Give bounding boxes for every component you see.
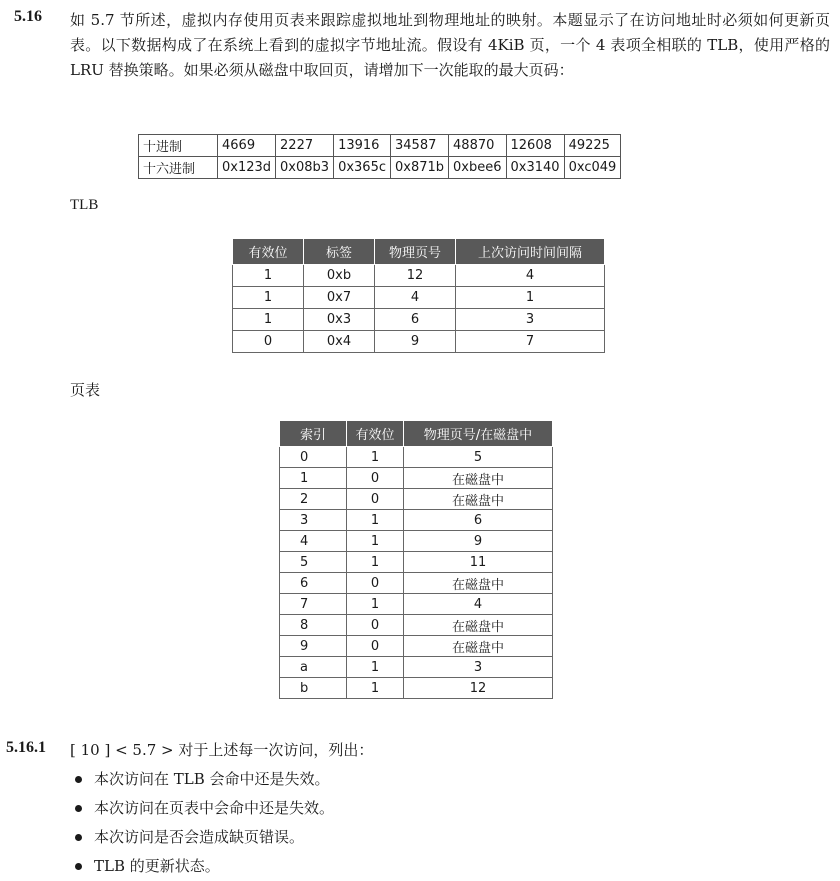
address-cell: 49225 — [564, 135, 621, 157]
page-table-row — [280, 489, 553, 510]
bullet-item — [70, 765, 334, 794]
page-table-cell: 1 — [347, 447, 404, 468]
address-row-decimal — [139, 135, 621, 157]
page-table-row — [280, 594, 553, 615]
bullet-dot-icon — [75, 863, 82, 870]
page-table-cell: 在磁盘中 — [404, 636, 553, 657]
page-table-cell: 11 — [404, 552, 553, 573]
bullet-item — [70, 794, 334, 823]
page-table-cell: 1 — [347, 678, 404, 699]
page-table-cell: 3 — [280, 510, 347, 531]
tlb-cell: 0 — [233, 331, 304, 353]
page-table-row — [280, 468, 553, 489]
address-cell: 4669 — [218, 135, 276, 157]
page-table-cell: 在磁盘中 — [404, 615, 553, 636]
page-table-cell: 8 — [280, 615, 347, 636]
tlb-cell: 1 — [233, 309, 304, 331]
address-cell: 0x3140 — [506, 157, 564, 179]
page-table-cell: 1 — [347, 552, 404, 573]
page-table-cell: 5 — [280, 552, 347, 573]
page-table-row — [280, 510, 553, 531]
page-table-cell: b — [280, 678, 347, 699]
address-cell: 34587 — [391, 135, 449, 157]
page-table-header-valid: 有效位 — [347, 421, 404, 447]
page-table-cell: 5 — [404, 447, 553, 468]
tlb-header-valid: 有效位 — [233, 239, 304, 265]
address-cell: 2227 — [276, 135, 334, 157]
page-table-row — [280, 552, 553, 573]
page-table-cell: 1 — [347, 510, 404, 531]
page-table-cell: 0 — [280, 447, 347, 468]
page-table-cell: 0 — [347, 573, 404, 594]
bullet-dot-icon — [75, 805, 82, 812]
tlb-row — [233, 265, 605, 287]
tlb-cell: 12 — [375, 265, 456, 287]
page-table-cell: 在磁盘中 — [404, 573, 553, 594]
tlb-row — [233, 331, 605, 353]
tlb-row — [233, 309, 605, 331]
problem-text: 如 5.7 节所述，虚拟内存使用页表来跟踪虚拟地址到物理地址的映射。本题显示了在访问地址时必须如何更新页表。以下数据构成了在系统上看到的虚拟字节地址流。假设有 4KiB 页，一个 4 表项全相联的 TLB，使用严格的 LRU 替换策略。如果必须从磁盘中取回页，请增加下一次能取的最大页码： — [70, 11, 830, 79]
page-table-row — [280, 447, 553, 468]
bullet-dot-icon — [75, 776, 82, 783]
page-table-cell: 1 — [347, 594, 404, 615]
hex-row-label: 十六进制 — [139, 157, 218, 179]
page-table-cell: 0 — [347, 468, 404, 489]
page-table-label: 页表 — [70, 383, 101, 399]
address-cell: 0x08b3 — [276, 157, 334, 179]
problem-number: 5.16 — [14, 8, 42, 25]
tlb-header-row — [233, 239, 605, 265]
page-table-row — [280, 531, 553, 552]
bullet-item — [70, 852, 334, 881]
tlb-cell: 0x7 — [304, 287, 375, 309]
page-table-cell: a — [280, 657, 347, 678]
page-table-cell: 1 — [347, 531, 404, 552]
address-cell: 0xc049 — [564, 157, 621, 179]
bullet-item — [70, 823, 334, 852]
tlb-cell: 4 — [375, 287, 456, 309]
bullet-dot-icon — [75, 834, 82, 841]
tlb-cell: 6 — [375, 309, 456, 331]
subquestion-number: 5.16.1 — [6, 739, 46, 756]
subquestion-text: [ 10 ] < 5.7 > 对于上述每一次访问，列出： — [70, 741, 374, 759]
page-table-row — [280, 636, 553, 657]
bullet-text: 本次访问是否会造成缺页错误。 — [94, 828, 305, 846]
address-row-hex — [139, 157, 621, 179]
tlb-header-tag: 标签 — [304, 239, 375, 265]
tlb-cell: 0x3 — [304, 309, 375, 331]
tlb-cell: 9 — [375, 331, 456, 353]
page-table-cell: 1 — [347, 657, 404, 678]
tlb-header-ppn: 物理页号 — [375, 239, 456, 265]
tlb-cell: 0x4 — [304, 331, 375, 353]
page-table-cell: 6 — [280, 573, 347, 594]
page-table-cell: 1 — [280, 468, 347, 489]
address-cell: 0xbee6 — [449, 157, 506, 179]
page-table-cell: 0 — [347, 489, 404, 510]
tlb-row — [233, 287, 605, 309]
page-table-row — [280, 678, 553, 699]
page-table-row — [280, 657, 553, 678]
tlb-cell: 1 — [456, 287, 605, 309]
page-table-cell: 2 — [280, 489, 347, 510]
address-cell: 12608 — [506, 135, 564, 157]
address-cell: 48870 — [449, 135, 506, 157]
page-table-cell: 6 — [404, 510, 553, 531]
tlb-cell: 1 — [233, 287, 304, 309]
tlb-cell: 4 — [456, 265, 605, 287]
page-table-cell: 在磁盘中 — [404, 489, 553, 510]
bullet-text: 本次访问在 TLB 会命中还是失效。 — [94, 770, 330, 788]
address-cell: 13916 — [334, 135, 391, 157]
page-table-cell: 7 — [280, 594, 347, 615]
page-table-header-index: 索引 — [280, 421, 347, 447]
page-table-header-row — [280, 421, 553, 447]
decimal-row-label: 十进制 — [139, 135, 218, 157]
page-table-cell: 4 — [280, 531, 347, 552]
page-table-cell: 在磁盘中 — [404, 468, 553, 489]
tlb-cell: 7 — [456, 331, 605, 353]
page-table-row — [280, 573, 553, 594]
address-cell: 0x365c — [334, 157, 391, 179]
page-table-cell: 4 — [404, 594, 553, 615]
page-table-cell: 12 — [404, 678, 553, 699]
tlb-cell: 1 — [233, 265, 304, 287]
bullet-text: 本次访问在页表中会命中还是失效。 — [94, 799, 335, 817]
subquestion-bullet-list — [70, 765, 334, 881]
page-table-header-ppn: 物理页号/在磁盘中 — [404, 421, 553, 447]
page-table-cell: 0 — [347, 615, 404, 636]
tlb-cell: 3 — [456, 309, 605, 331]
page-table-cell: 9 — [280, 636, 347, 657]
page-table-cell: 0 — [347, 636, 404, 657]
tlb-header-last-access: 上次访问时间间隔 — [456, 239, 605, 265]
bullet-text: TLB 的更新状态。 — [94, 857, 220, 875]
page-table-cell: 9 — [404, 531, 553, 552]
page-table-cell: 3 — [404, 657, 553, 678]
address-cell: 0x123d — [218, 157, 276, 179]
page-table-row — [280, 615, 553, 636]
tlb-label: TLB — [70, 197, 99, 213]
tlb-cell: 0xb — [304, 265, 375, 287]
tlb-table — [232, 238, 605, 353]
address-cell: 0x871b — [391, 157, 449, 179]
address-stream-table — [138, 134, 621, 179]
page-table — [279, 420, 553, 699]
